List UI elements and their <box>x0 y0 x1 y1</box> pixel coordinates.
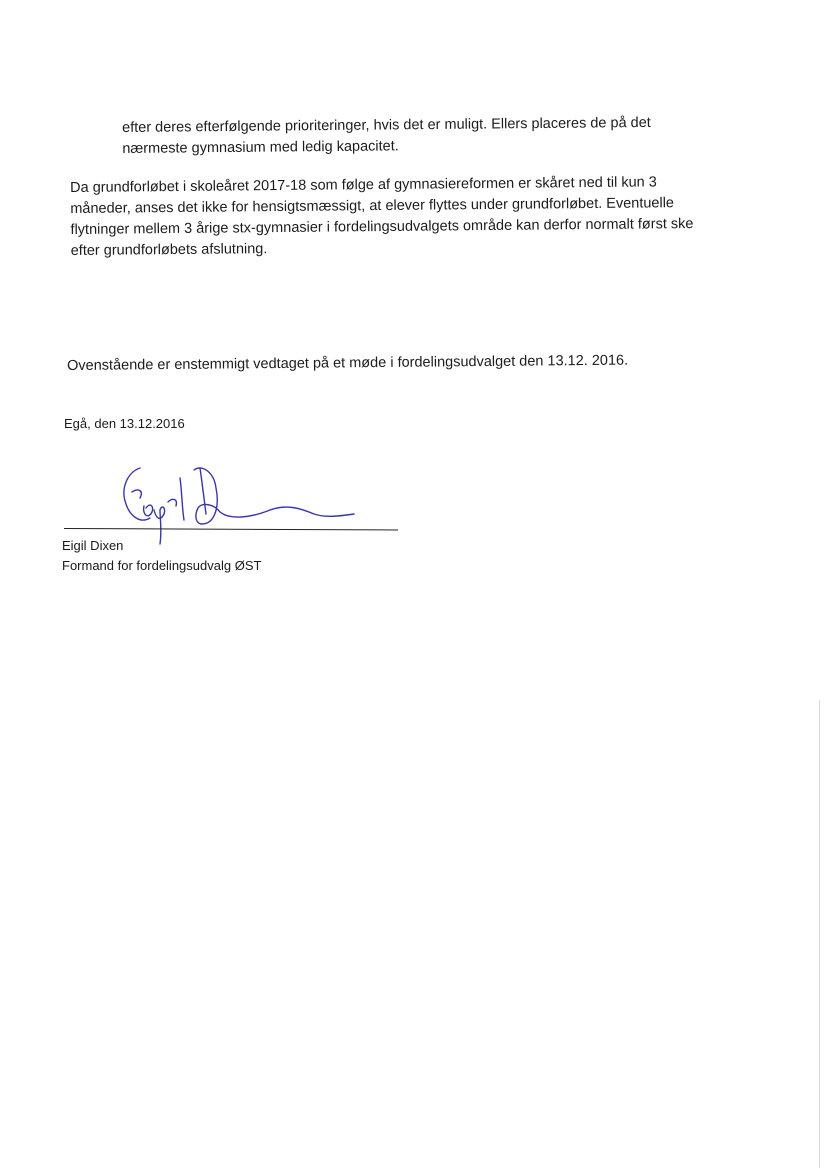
scan-edge-shadow <box>819 700 820 1168</box>
paragraph-line: efter deres efterfølgende prioriteringer, hvis det er muligt. Ellers placeres de på det <box>122 114 651 136</box>
paragraph-line: nærmeste gymnasium med ledig kapacitet. <box>122 138 399 157</box>
resolution-statement-block <box>67 351 628 377</box>
paragraph-line: efter grundforløbets afslutning. <box>70 241 268 259</box>
signer-name: Eigil Dixen <box>62 538 124 553</box>
signer-block <box>62 536 261 576</box>
grundforloeb-paragraph <box>70 172 694 262</box>
paragraph-line: Da grundforløbet i skoleåret 2017-18 som følge af gymnasiereformen er skåret ned til kun 3 <box>70 174 657 196</box>
signer-title: Formand for fordelingsudvalg ØST <box>62 558 262 573</box>
continued-paragraph <box>122 113 651 160</box>
handwritten-signature <box>110 458 370 548</box>
paragraph-line: flytninger mellem 3 årige stx-gymnasier i fordelingsudvalgets område kan derfor normalt først ske <box>70 216 694 238</box>
place-date-block <box>64 414 185 433</box>
resolution-statement: Ovenstående er enstemmigt vedtaget på et møde i fordelingsudvalget den 13.12. 2016. <box>67 352 629 374</box>
paragraph-line: måneder, anses det ikke for hensigtsmæssigt, at elever flyttes under grundforløbet. Eventuelle <box>70 195 675 217</box>
place-date: Egå, den 13.12.2016 <box>64 416 185 431</box>
